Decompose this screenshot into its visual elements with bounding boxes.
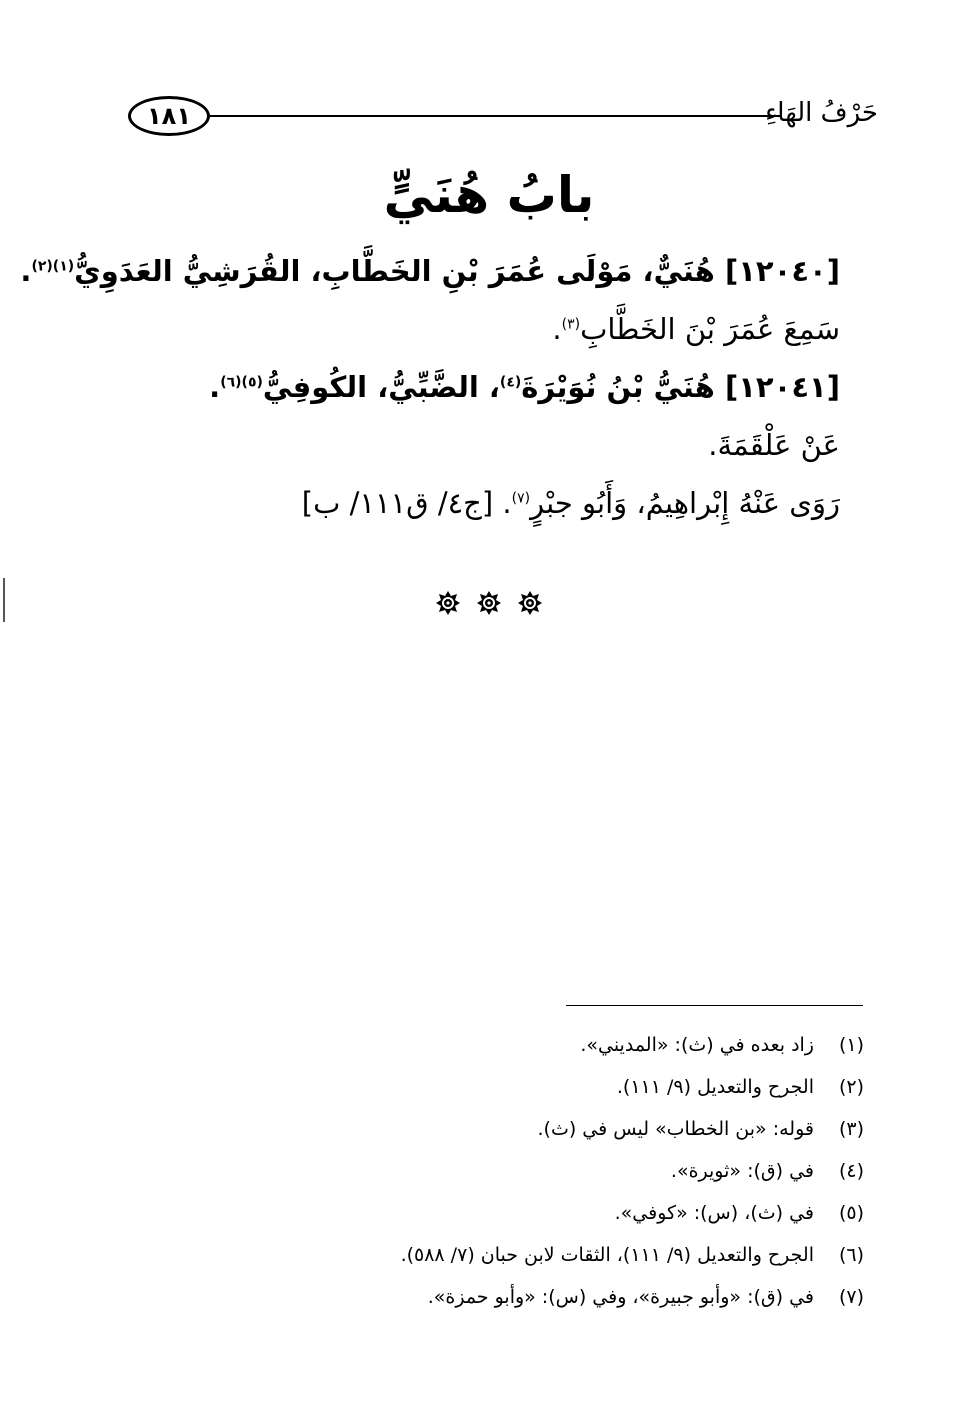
entry-12040-text: [١٢٠٤٠] هُنَيٌّ، مَوْلَى عُمَرَ بْنِ الخَطَّابِ، القُرَشِيُّ العَدَوِيُّ [74, 254, 840, 288]
footnote-text: في (ث)، (س): «كوفي». [614, 1202, 814, 1224]
floral-ornament-icon [435, 590, 461, 616]
chapter-title: بابُ هُنَيٍّ [383, 166, 595, 224]
footnote-item [300, 1192, 864, 1234]
footnote-number: (٥) [838, 1202, 864, 1224]
page-header [128, 96, 878, 140]
entry-12040-heading [20, 242, 840, 300]
entry-12040-heard: سَمِعَ عُمَرَ بْنَ الخَطَّابِ [580, 312, 840, 346]
entry-12041-from: عَنْ عَلْقَمَةَ. [708, 428, 840, 462]
footnote-ref: (٣) [561, 316, 581, 333]
page-number: ١٨١ [128, 96, 210, 136]
footnote-ref: (٤) [499, 374, 522, 391]
footnote-text: الجرح والتعديل (٩/ ١١١). [616, 1076, 814, 1098]
floral-ornament-icon [517, 590, 543, 616]
entries-block [20, 242, 840, 532]
entry-12041-heading [209, 358, 840, 416]
footnote-item [300, 1234, 864, 1276]
entry-12041-narrators: رَوَى عَنْهُ إِبْراهِيمُ، وَأَبُو جبْرٍ [530, 486, 840, 520]
entry-end-mark: . [552, 312, 562, 346]
footnote-item [300, 1024, 864, 1066]
entry-12040-line [220, 300, 840, 358]
footnote-item [300, 1276, 864, 1318]
footnote-number: (٣) [838, 1118, 864, 1140]
section-divider [0, 590, 978, 616]
footnote-number: (١) [838, 1034, 864, 1056]
manuscript-reference: . [ج٤/ ق١١١/ ب] [301, 486, 512, 520]
header-rule [210, 115, 780, 117]
running-title: حَرْفُ الهَاءِ [765, 98, 878, 128]
entry-end-mark: . [209, 370, 221, 404]
entry-12041-line [220, 474, 840, 532]
footnote-number: (٧) [838, 1286, 864, 1308]
footnote-item [300, 1108, 864, 1150]
footnote-text: في (ق): «وأبو جبيرة»، وفي (س): «وأبو حمزة». [427, 1286, 814, 1308]
footnote-number: (٤) [838, 1160, 864, 1182]
footnote-number: (٦) [838, 1244, 864, 1266]
entry-12041-line [220, 416, 840, 474]
footnote-ref: (٧) [511, 490, 531, 507]
footnote-item [300, 1150, 864, 1192]
footnote-text: قوله: «بن الخطاب» ليس في (ث). [537, 1118, 814, 1140]
footnote-text: الجرح والتعديل (٩/ ١١١)، الثقات لابن حبان (٧/ ٥٨٨). [400, 1244, 814, 1266]
footnote-separator [566, 1005, 863, 1006]
margin-mark [3, 578, 5, 622]
floral-ornament-icon [476, 590, 502, 616]
entry-12041-nisba: ، الضَّبِّيُّ، الكُوفِيُّ [262, 370, 500, 404]
footnote-ref: (٥)(٦) [220, 374, 263, 391]
footnote-item [300, 1066, 864, 1108]
entry-end-mark: . [20, 254, 32, 288]
entry-12041-name: [١٢٠٤١] هُنَيُّ بْنُ نُوَيْرَةَ [521, 370, 840, 404]
footnote-ref: (١)(٢) [31, 258, 75, 275]
footnote-text: في (ق): «ثويرة». [670, 1160, 814, 1182]
footnote-text: زاد بعده في (ث): «المديني». [580, 1034, 814, 1056]
footnotes [300, 1024, 864, 1318]
footnote-number: (٢) [838, 1076, 864, 1098]
